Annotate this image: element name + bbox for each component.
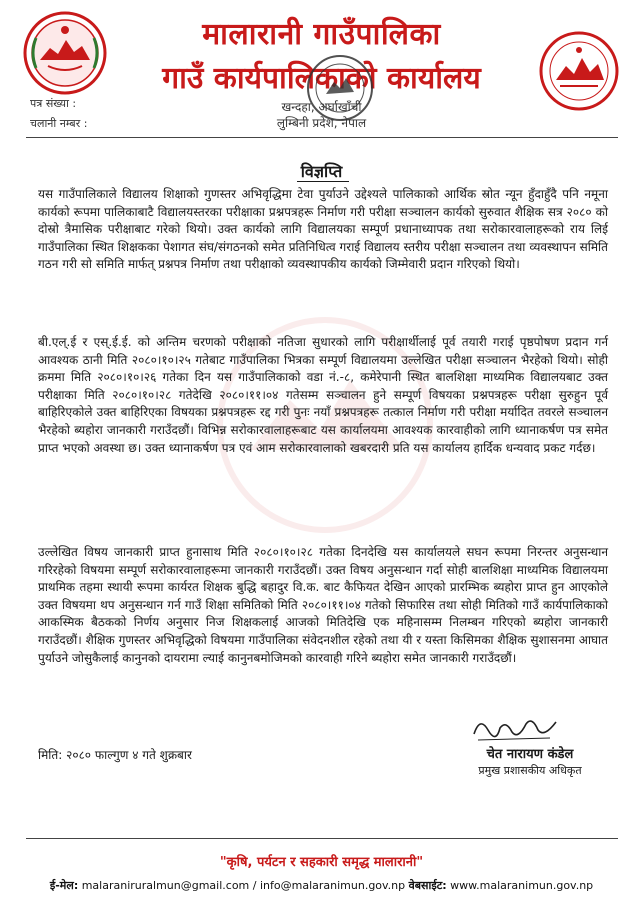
handwritten-signature <box>470 710 560 746</box>
email-label: ई-मेल: <box>49 879 79 892</box>
notice-paragraph-1: यस गाउँपालिकाले विद्यालय शिक्षाको गुणस्तर अभिवृद्धिमा टेवा पुर्याउने उद्देश्यले पालिकाको आर्थिक स्रोत न्यून हुँदाहुँदै पनि नमूना कार्यको रूपमा पालिकाबाटै विद्यालयस्तरका परीक्षाका प्रश्नपत्रहरू निर्माण गरी परीक्षा सञ्चालन कार्यको सुरुवात शैक्षिक सत्र २०८० को दोस्रो त्रैमासिक परीक्षाबाट गरेको थियो। उक्त कार्यको लागि विद्यालयका सम्पूर्ण प्रधानाध्यापक तथा सरोकारवालाहरूको राय लिई गाउँपालिका स्थित शिक्षकका पेशागत संघ/संगठनको समेत प्रतिनिधित्व गराई विद्यालय स्तरीय परीक्षा सञ्चालन तथा व्यवस्थापन समिति गठन गरी सो समिति मार्फत् प्रश्नपत्र निर्माण तथा परीक्षाको व्यवस्थापकीय कार्यको जिम्मेवारी प्रदान गरिएको थियो। <box>38 187 608 272</box>
email-link-2[interactable]: info@malaranimun.gov.np <box>259 879 406 892</box>
website-label: वेबसाईट: <box>408 879 447 892</box>
footer-divider <box>26 838 618 839</box>
signatory-name: चेत नारायण कंडेल <box>486 747 574 762</box>
address-line-2: लुम्बिनी प्रदेश, नेपाल <box>276 116 367 130</box>
notice-title-underline <box>297 181 349 182</box>
footer-contact <box>0 878 643 893</box>
footer-separator: / <box>249 879 260 892</box>
website-link[interactable]: www.malaranimun.gov.np <box>450 879 594 892</box>
notice-paragraph-2: बी.एल्.ई र एस्.ई.ई. को अन्तिम चरणको परीक्षाको नतिजा सुधारको लागि परीक्षार्थीलाई पूर्व तयारी गराई पृष्ठपोषण प्रदान गर्न आवश्यक ठानी मिति २०८०।१०।२५ गतेबाट गाउँपालिका भित्रका सम्पूर्ण विद्यालयमा उल्लेखित परीक्षा सञ्चालन भैरहेको थियो। सोही क्रममा मिति २०८०।१०।२६ गतेका दिन यस गाउँपालिकाको वडा नं.-८, कमेरेपानी स्थित बालशिक्षा माध्यमिक विद्यालयबाट उक्त परीक्षाका मिति २०८०।१०।२८ गतेदेखि २०८०।११।०४ गतेसम्म सञ्चालन हुने सम्पूर्ण विषयका प्रश्नपत्रहरू परीक्षा सुरुहुन पूर्व बाहिरिएकोले उक्त बाहिरिएका विषयका प्रश्नपत्रहरू रद्द गरी पुनः नयाँ प्रश्नपत्रहरू तत्काल निर्माण गरी परीक्षा मर्यादित तवरले सञ्चालन भैरहेको ब्यहोरा जानकारी गराउँदछौं। विभिन्न सरोकारवालाहरूबाट यस कार्यालयमा आवश्यक कारवाहीको लागि ध्यानाकर्षण पत्र समेत प्राप्त भएको अवस्था छ। उक्त ध्यानाकर्षण पत्र एवं आम सरोकारवालाको खबरदारी प्रति यस कार्यालय हार्दिक धन्यवाद प्रकट गर्दछ। <box>38 335 608 455</box>
dispatch-number-label: चलानी नम्बर : <box>30 117 88 130</box>
reference-number-label: पत्र संख्या : <box>30 97 77 110</box>
notice-paragraph-3: उल्लेखित विषय जानकारी प्राप्त हुनासाथ मिति २०८०।१०।२८ गतेका दिनदेखि यस कार्यालयले सघन रूपमा निरन्तर अनुसन्धान गरिरहेको विषयमा सम्पूर्ण सरोकारवालाहरूमा जानकारी गराउँदछौं। उक्त विषय अनुसन्धान गर्दा सोही बालशिक्षा माध्यमिक विद्यालयमा प्राथमिक तहमा स्थायी रूपमा कार्यरत शिक्षक बुद्धि बहादुर वि.क. बाट कैफियत देखिन आएको प्रारम्भिक ब्यहोरा प्राप्त हुन आएकोले उक्त विषयमा थप अनुसन्धान गर्न गाउँ शिक्षा समितिको मिति २०८०।११।०४ गतेको सिफारिस तथा सोही मितिको गाउँ कार्यपालिकाको आकस्मिक बैठकको निर्णय अनुसार निज शिक्षकलाई आजको मितिदेखि एक महिनासम्म निलम्बन गरिएको ब्यहोरा जानकारी गराउँदछौं। शैक्षिक गुणस्तर अभिवृद्धिको विषयमा गाउँपालिका संवेदनशील रहेको तथा यी र यस्ता किसिमका शैक्षिक सुशासनमा आघात पुर्याउने जोसुकैलाई कानुनको दायरामा ल्याई कानुनबमोजिमको कारवाही गरिने ब्यहोरा समेत जानकारी गराउँदछौं। <box>38 545 608 665</box>
signatory-designation: प्रमुख प्रशासकीय अधिकृत <box>478 764 582 777</box>
municipality-name: मालारानी गाउँपालिका <box>202 17 441 52</box>
office-name: गाउँ कार्यपालिकाको कार्यालय <box>162 61 481 96</box>
address-line-1: खन्दहा, अर्घाखाँची <box>281 100 362 114</box>
notice-title: विज्ञप्ति <box>300 162 343 181</box>
footer-slogan: "कृषि, पर्यटन र सहकारी समृद्ध मालारानी" <box>219 855 424 870</box>
header-divider <box>26 137 618 138</box>
notice-date: मिति: २०८० फाल्गुण ४ गते शुक्रबार <box>38 748 192 762</box>
email-link-1[interactable]: malaraniruralmun@gmail.com <box>81 879 250 892</box>
